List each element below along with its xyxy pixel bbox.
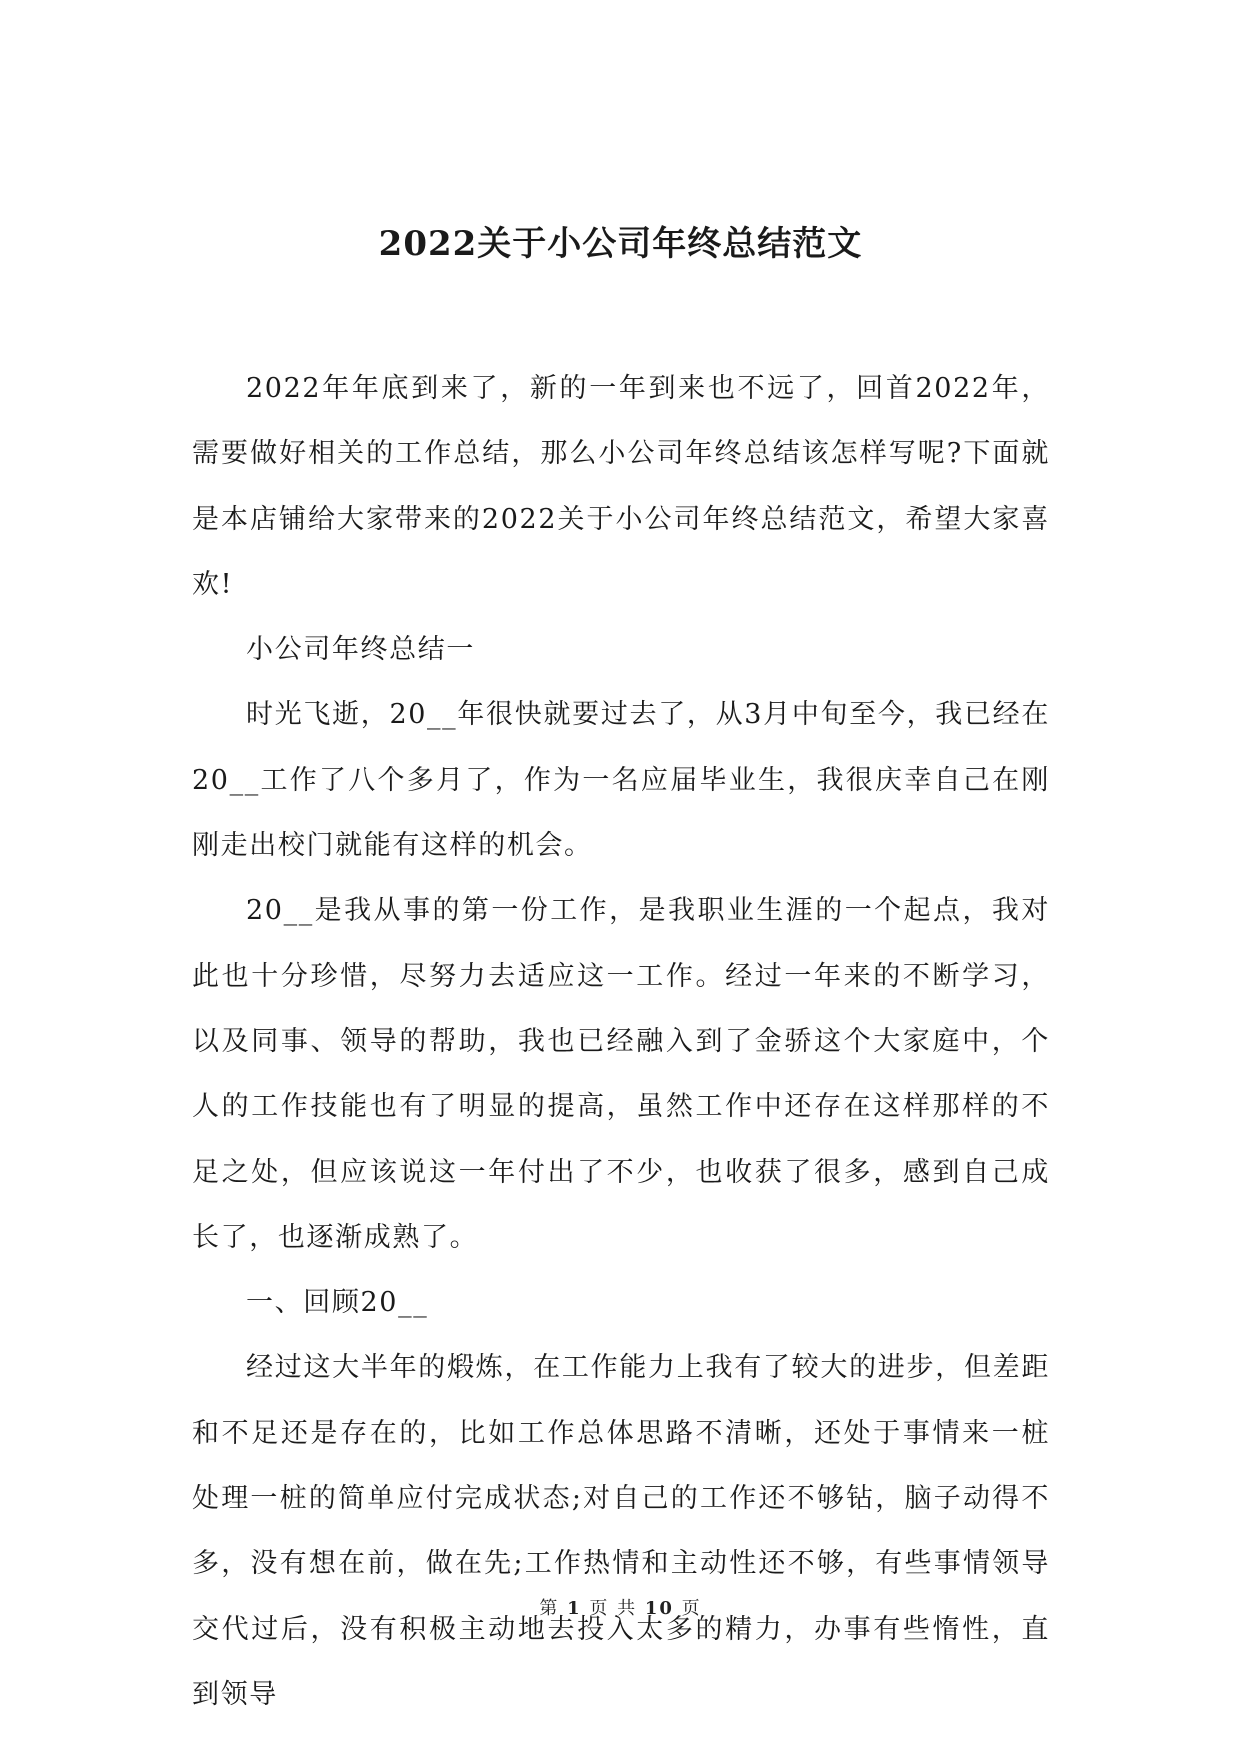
section-heading: 小公司年终总结一 (246, 634, 475, 666)
body-paragraph: 经过这大半年的煅炼，在工作能力上我有了较大的进步，但差距和不足还是存在的，比如工作总体思路不清晰，还处于事情来一桩处理一桩的简单应付完成状态;对自己的工作还不够钻，脑子动得不多，没有想在前，做在先;工作热情和主动性还不够，有些事情领导交代过后，没有积极主动地去投入太多的精力，办事有些惰性，直到领导 (192, 1352, 1050, 1710)
footer-page-number: 1 (567, 1598, 582, 1619)
body-paragraph: 20__是我从事的第一份工作，是我职业生涯的一个起点，我对此也十分珍惜，尽努力去适应这一工作。经过一年来的不断学习，以及同事、领导的帮助，我也已经融入到了金骄这个大家庭中，个人的工作技能也有了明显的提高，虽然工作中还存在这样那样的不足之处，但应该说这一年付出了不少，也收获了很多，感到自己成长了，也逐渐成熟了。 (192, 895, 1050, 1253)
page-footer (0, 1597, 1241, 1621)
intro-paragraph: 2022年年底到来了，新的一年到来也不远了，回首2022年，需要做好相关的工作总结，那么小公司年终总结该怎样写呢?下面就是本店铺给大家带来的2022关于小公司年终总结范文，希望大家喜欢! (192, 373, 1050, 600)
footer-suffix: 页 (681, 1598, 702, 1619)
footer-middle: 页 共 (589, 1598, 638, 1619)
footer-total-pages: 10 (644, 1598, 674, 1619)
document-title: 2022关于小公司年终总结范文 (378, 224, 863, 264)
footer-prefix: 第 (539, 1598, 560, 1619)
body-paragraph: 时光飞逝，20__年很快就要过去了，从3月中旬至今，我已经在20__工作了八个多月了，作为一名应届毕业生，我很庆幸自己在刚刚走出校门就能有这样的机会。 (192, 699, 1050, 862)
subsection-heading: 一、回顾20__ (246, 1287, 429, 1319)
document-body (192, 356, 1050, 1727)
